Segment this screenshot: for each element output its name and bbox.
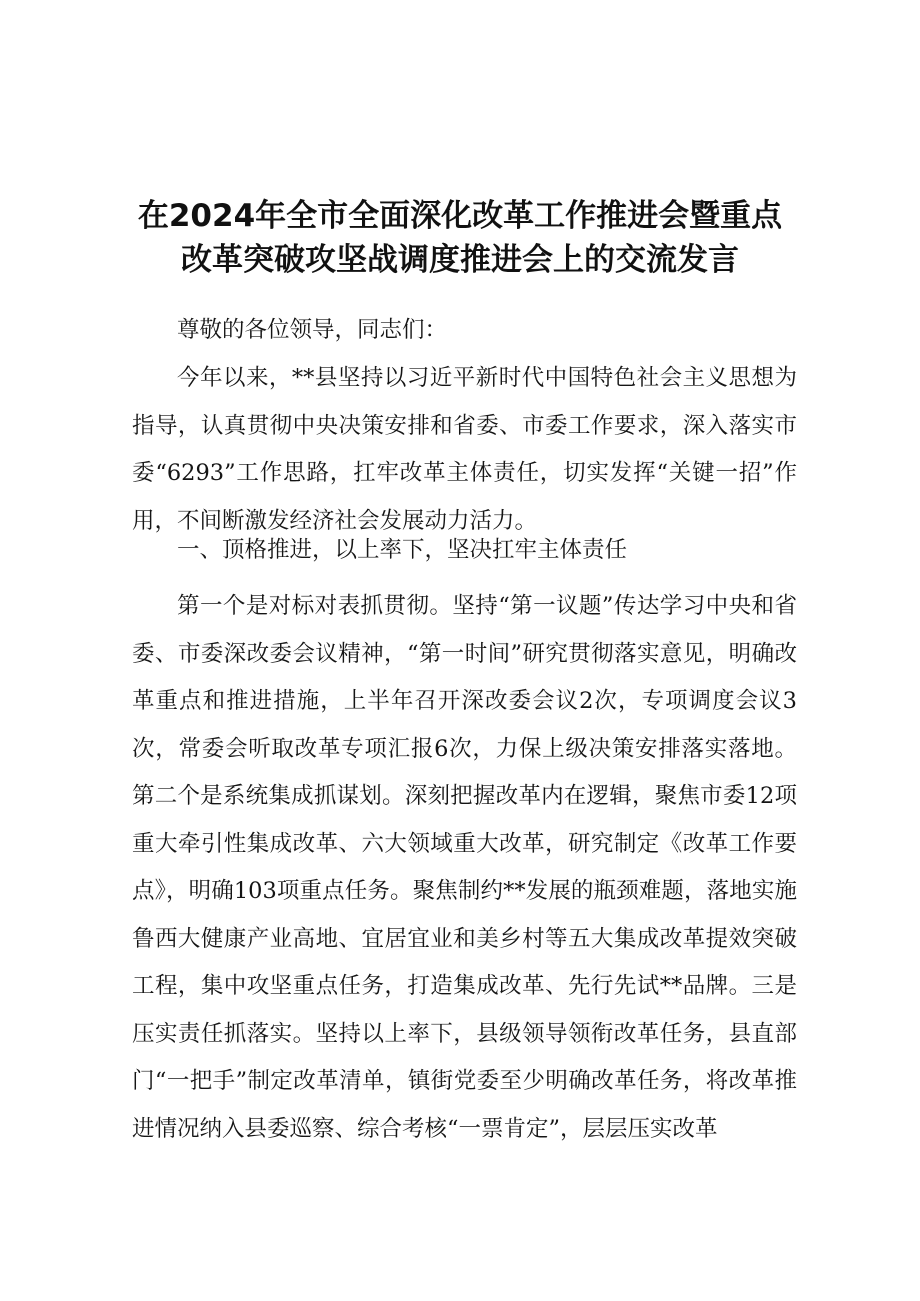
paragraph-intro: 今年以来，**县坚持以习近平新时代中国特色社会主义思想为指导，认真贯彻中央决策安排和省委、市委工作要求，深入落实市委“6293”工作思路，扛牢改革主体责任，切实发挥“关键一招”作用，不间断激发经济社会发展动力活力。 (132, 365, 797, 534)
paragraph-section-1: 第一个是对标对表抓贯彻。坚持“第一议题”传达学习中央和省委、市委深改委会议精神，“第一时间”研究贯彻落实意见，明确改革重点和推进措施，上半年召开深改委会议2次，专项调度会议3次，常委会听取改革专项汇报6次，力保上级决策安排落实落地。第二个是系统集成抓谋划。深刻把握改革内在逻辑，聚焦市委12项重大牵引性集成改革、六大领域重大改革，研究制定《改革工作要点》，明确103项重点任务。聚焦制约**发展的瓶颈难题，落地实施鲁西大健康产业高地、宜居宜业和美乡村等五大集成改革提效突破工程，集中攻坚重点任务，打造集成改革、先行先试**品牌。三是压实责任抓落实。坚持以上率下，县级领导领衔改革任务，县直部门“一把手”制定改革清单，镇街党委至少明确改革任务，将改革推进情况纳入县委巡察、综合考核“一票肯定”，层层压实改革 (132, 593, 797, 1142)
section-heading-1: 一、顶格推进，以上率下，坚决扛牢主体责任 (177, 537, 628, 563)
document-title-line-1: 在2024年全市全面深化改革工作推进会暨重点 (137, 198, 783, 234)
salutation: 尊敬的各位领导，同志们： (177, 317, 448, 343)
document-title-line-2: 改革突破攻坚战调度推进会上的交流发言 (181, 242, 739, 278)
